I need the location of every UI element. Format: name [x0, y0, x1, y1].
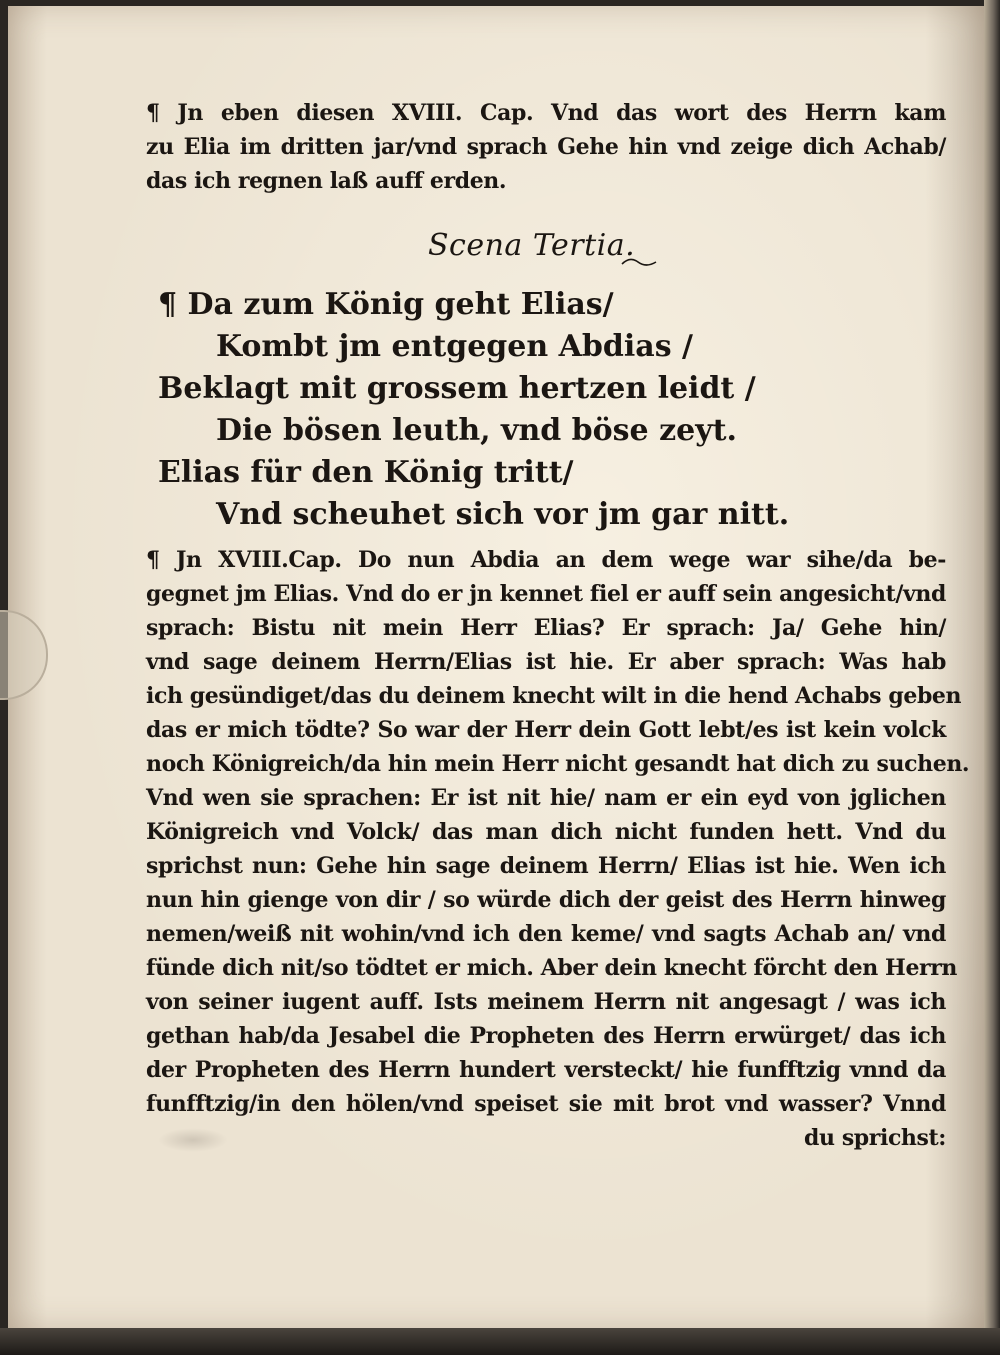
body-line: ¶ Jn XVIII.Cap. Do nun Abdia an dem wege war sihe/da be-	[146, 547, 946, 573]
body-line: nemen/weiß nit wohin/vnd ich den keme/ vnd sagts Achab an/ vnd	[146, 921, 946, 947]
body-line: der Propheten des Herrn hundert versteckt/ hie funfftzig vnnd da	[146, 1057, 946, 1083]
body-line: sprach: Bistu nit mein Herr Elias? Er sprach: Ja/ Gehe hin/	[146, 615, 946, 641]
body-line: fünde dich nit/so tödtet er mich. Aber dein knecht förcht den Herrn	[146, 955, 958, 981]
verse-line: Die bösen leuth, vnd böse zeyt.	[216, 413, 737, 448]
verse-block	[148, 284, 789, 536]
book-edge-bottom	[0, 1328, 1000, 1355]
book-page	[8, 6, 984, 1328]
intro-line: das ich regnen laß auff erden.	[146, 168, 507, 194]
body-line: das er mich tödte? So war der Herr dein Gott lebt/es ist kein volck	[146, 717, 946, 743]
verse-line: ¶ Da zum König geht Elias/	[158, 287, 614, 322]
body-line: ich gesündiget/das du deinem knecht wilt in die hend Achabs geben	[146, 683, 962, 709]
verse-line: Vnd scheuhet sich vor jm gar nitt.	[216, 497, 790, 532]
verse-line: Beklagt mit grossem hertzen leidt /	[158, 371, 756, 406]
intro-line: zu Elia im dritten jar/vnd sprach Gehe hin vnd zeige dich Achab/	[146, 134, 946, 160]
intro-line: ¶ Jn eben diesen XVIII. Cap. Vnd das wort des Herrn kam	[146, 100, 946, 126]
ink-smudge	[158, 1128, 228, 1152]
body-line: gethan hab/da Jesabel die Propheten des Herrn erwürget/ das ich	[146, 1023, 946, 1049]
body-line: von seiner iugent auff. Ists meinem Herrn nit angesagt / was ich	[146, 989, 946, 1015]
body-line: noch Königreich/da hin mein Herr nicht gesandt hat dich zu suchen.	[146, 751, 970, 777]
body-paragraph	[146, 543, 970, 1155]
body-line: Königreich vnd Volck/ das man dich nicht funden hett. Vnd du	[146, 819, 946, 845]
scene-heading: Scena Tertia.	[428, 228, 636, 263]
body-line: gegnet jm Elias. Vnd do er jn kennet fiel er auff sein angesicht/vnd	[146, 581, 946, 607]
catchword: du sprichst:	[803, 1125, 946, 1151]
body-line: vnd sage deinem Herrn/Elias ist hie. Er aber sprach: Was hab	[146, 649, 946, 675]
book-edge-right	[984, 0, 1000, 1355]
intro-paragraph	[146, 96, 946, 198]
body-line: funfftzig/in den hölen/vnd speiset sie mit brot vnd wasser? Vnnd	[146, 1091, 946, 1117]
verse-line: Elias für den König tritt/	[158, 455, 574, 490]
body-line: nun hin gienge von dir / so würde dich der geist des Herrn hinweg	[146, 887, 946, 913]
body-line: sprichst nun: Gehe hin sage deinem Herrn/ Elias ist hie. Wen ich	[146, 853, 946, 879]
verse-line: Kombt jm entgegen Abdias /	[216, 329, 693, 364]
body-line: Vnd wen sie sprachen: Er ist nit hie/ nam er ein eyd von jglichen	[146, 785, 946, 811]
heading-flourish-icon	[620, 254, 660, 268]
